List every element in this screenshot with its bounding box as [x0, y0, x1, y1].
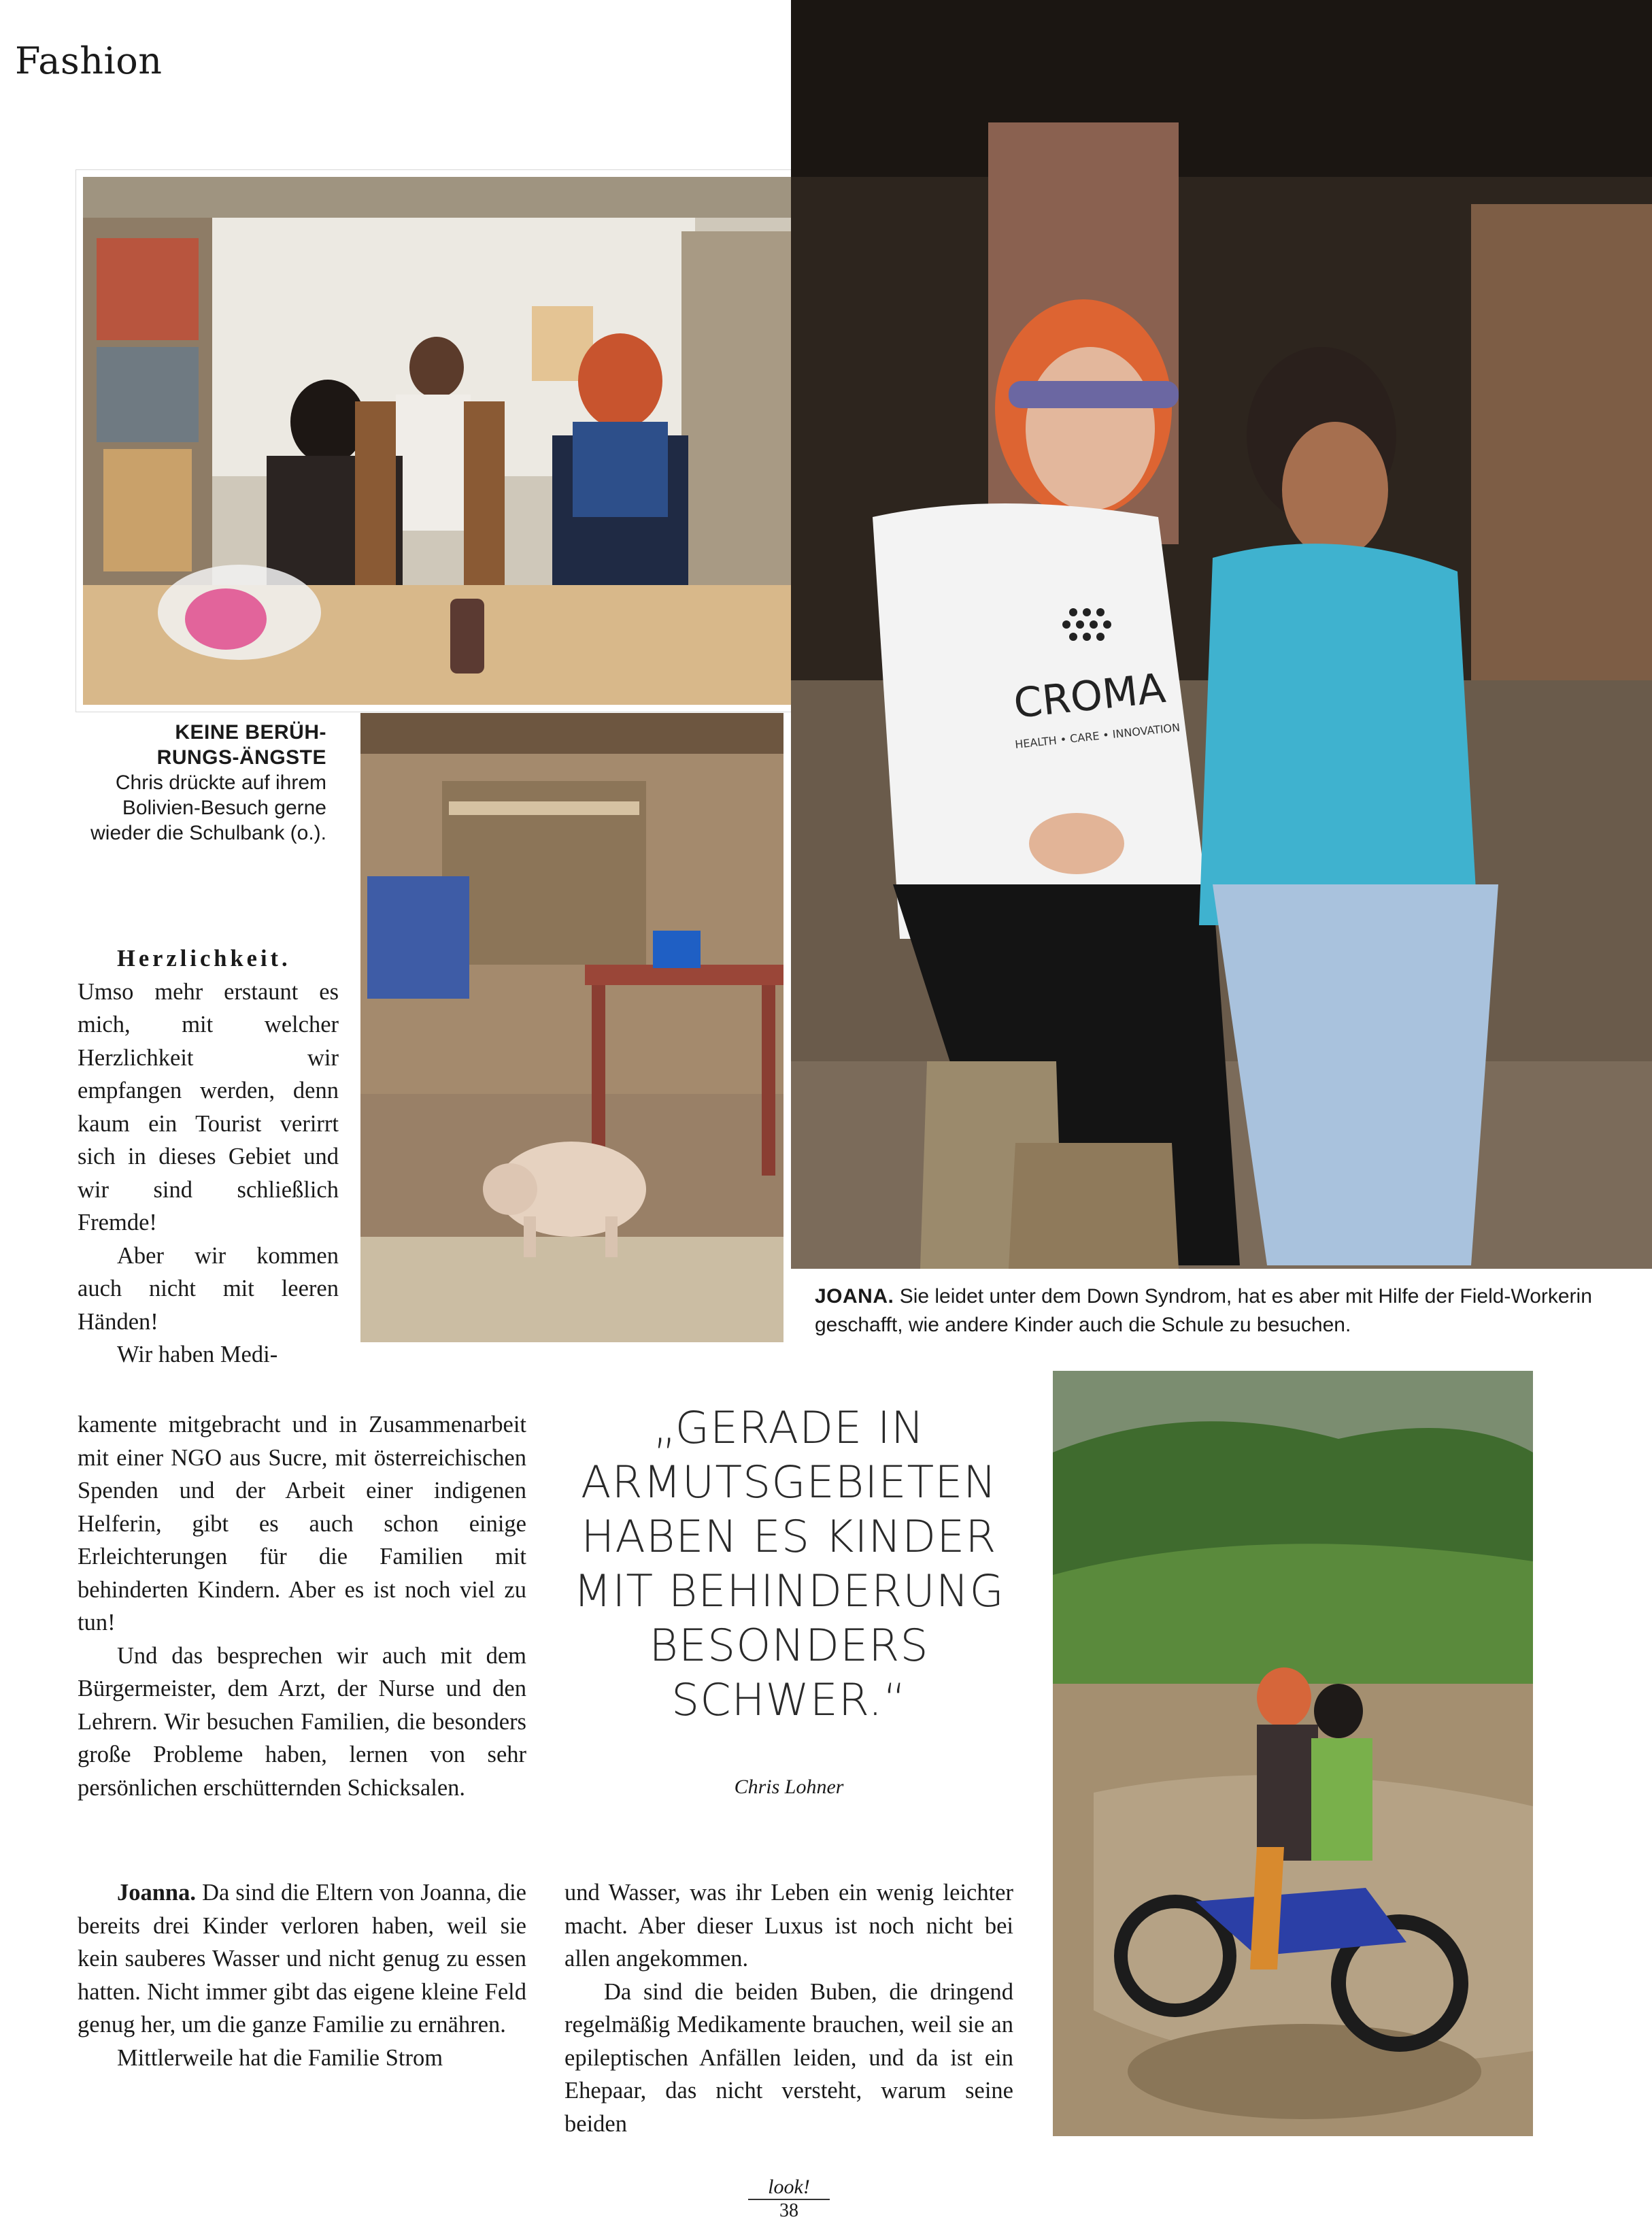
- paragraph: Da sind die beiden Buben, die dringend regelmäßig Medikamente brauchen, weil sie an epileptischen Anfällen leiden, und da ist ein Ehepaar, das nicht versteht, warum seine beiden: [564, 1978, 1013, 2137]
- paragraph: Umso mehr erstaunt es mich, mit welcher Herzlichkeit wir empfangen werden, denn kaum ein Tourist verirrt sich in dieses Gebiet und wir sind schließlich Fremde!: [78, 978, 339, 1235]
- portrait-image: [791, 0, 1652, 1269]
- caption-title-line: KEINE BERÜH-: [175, 721, 326, 744]
- pull-quote: „GERADE IN ARMUTSGEBIETEN HABEN ES KINDER MIT BEHINDERUNG BESONDERS SCHWER.“: [573, 1403, 1005, 1726]
- motorbike-photo: [1053, 1371, 1533, 2136]
- caption-joana: [815, 1282, 1624, 1340]
- caption-classroom: [68, 720, 326, 846]
- caption-title-line: RUNGS-ÄNGSTE: [156, 746, 326, 769]
- article-column-bottom-left: [78, 1876, 526, 2074]
- paragraph: Und das besprechen wir auch mit dem Bürgermeister, dem Arzt, der Nurse und den Lehrern. Wir besuchen Familien, die besonders große Probleme haben, lernen von sehr persönlichen erschütternden Schicksalen.: [78, 1642, 526, 1801]
- caption-title: JOANA.: [815, 1285, 894, 1308]
- classroom-image: [83, 177, 838, 705]
- article-column-narrow: [78, 942, 339, 1371]
- paragraph: Wir haben Medi-: [117, 1342, 278, 1367]
- shirt-brand: CROMA: [1011, 664, 1168, 728]
- classroom-photo: [76, 170, 845, 712]
- paragraph: Da sind die Eltern von Joanna, die bereits drei Kinder verloren haben, weil sie kein sauberes Wasser und nicht genug zu essen hatten. Nicht immer gibt das eigene kleine Feld genug her, um die ganze Familie zu ernähren.: [78, 1880, 526, 2038]
- caption-text: Sie leidet unter dem Down Syndrom, hat es aber mit Hilfe der Field-Workerin geschafft, wie andere Kinder auch die Schule zu besuchen.: [815, 1285, 1592, 1336]
- section-label: Fashion: [15, 39, 163, 82]
- paragraph: Aber wir kommen auch nicht mit leeren Händen!: [78, 1242, 339, 1335]
- caption-text-line: Bolivien-Besuch gerne: [122, 797, 326, 819]
- article-column-wide: [78, 1408, 526, 1804]
- paragraph: kamente mitgebracht und in Zusammenarbeit mit einer NGO aus Sucre, mit österreichischen Spenden und der Arbeit einer indigenen Helferin, gibt es auch schon einige Erleichterungen für die Familien mit behinderten Kindern. Aber es ist noch viel zu tun!: [78, 1412, 526, 1635]
- shirt-tagline: HEALTH • CARE • INNOVATION: [1014, 720, 1181, 751]
- magazine-logo: look!: [748, 2176, 830, 2200]
- portrait-photo: [791, 0, 1652, 1269]
- quote-author: Chris Lohner: [734, 1776, 844, 1798]
- hut-image: [360, 713, 783, 1342]
- caption-text-line: Chris drückte auf ihrem: [115, 771, 326, 794]
- article-column-bottom-right: [564, 1876, 1013, 2140]
- page-number: 38: [779, 2200, 798, 2221]
- paragraph: und Wasser, was ihr Leben ein wenig leichter macht. Aber dieser Luxus ist noch nicht bei allen angekommen.: [564, 1880, 1013, 1972]
- motorbike-image: [1053, 1371, 1533, 2136]
- paragraph: Mittlerweile hat die Familie Strom: [117, 2044, 443, 2071]
- hut-photo: [360, 713, 783, 1342]
- joanna-heading: Joanna.: [117, 1880, 196, 1906]
- caption-text-line: wieder die Schulbank (o.).: [90, 822, 326, 844]
- lead-heading: Herzlichkeit.: [117, 946, 291, 971]
